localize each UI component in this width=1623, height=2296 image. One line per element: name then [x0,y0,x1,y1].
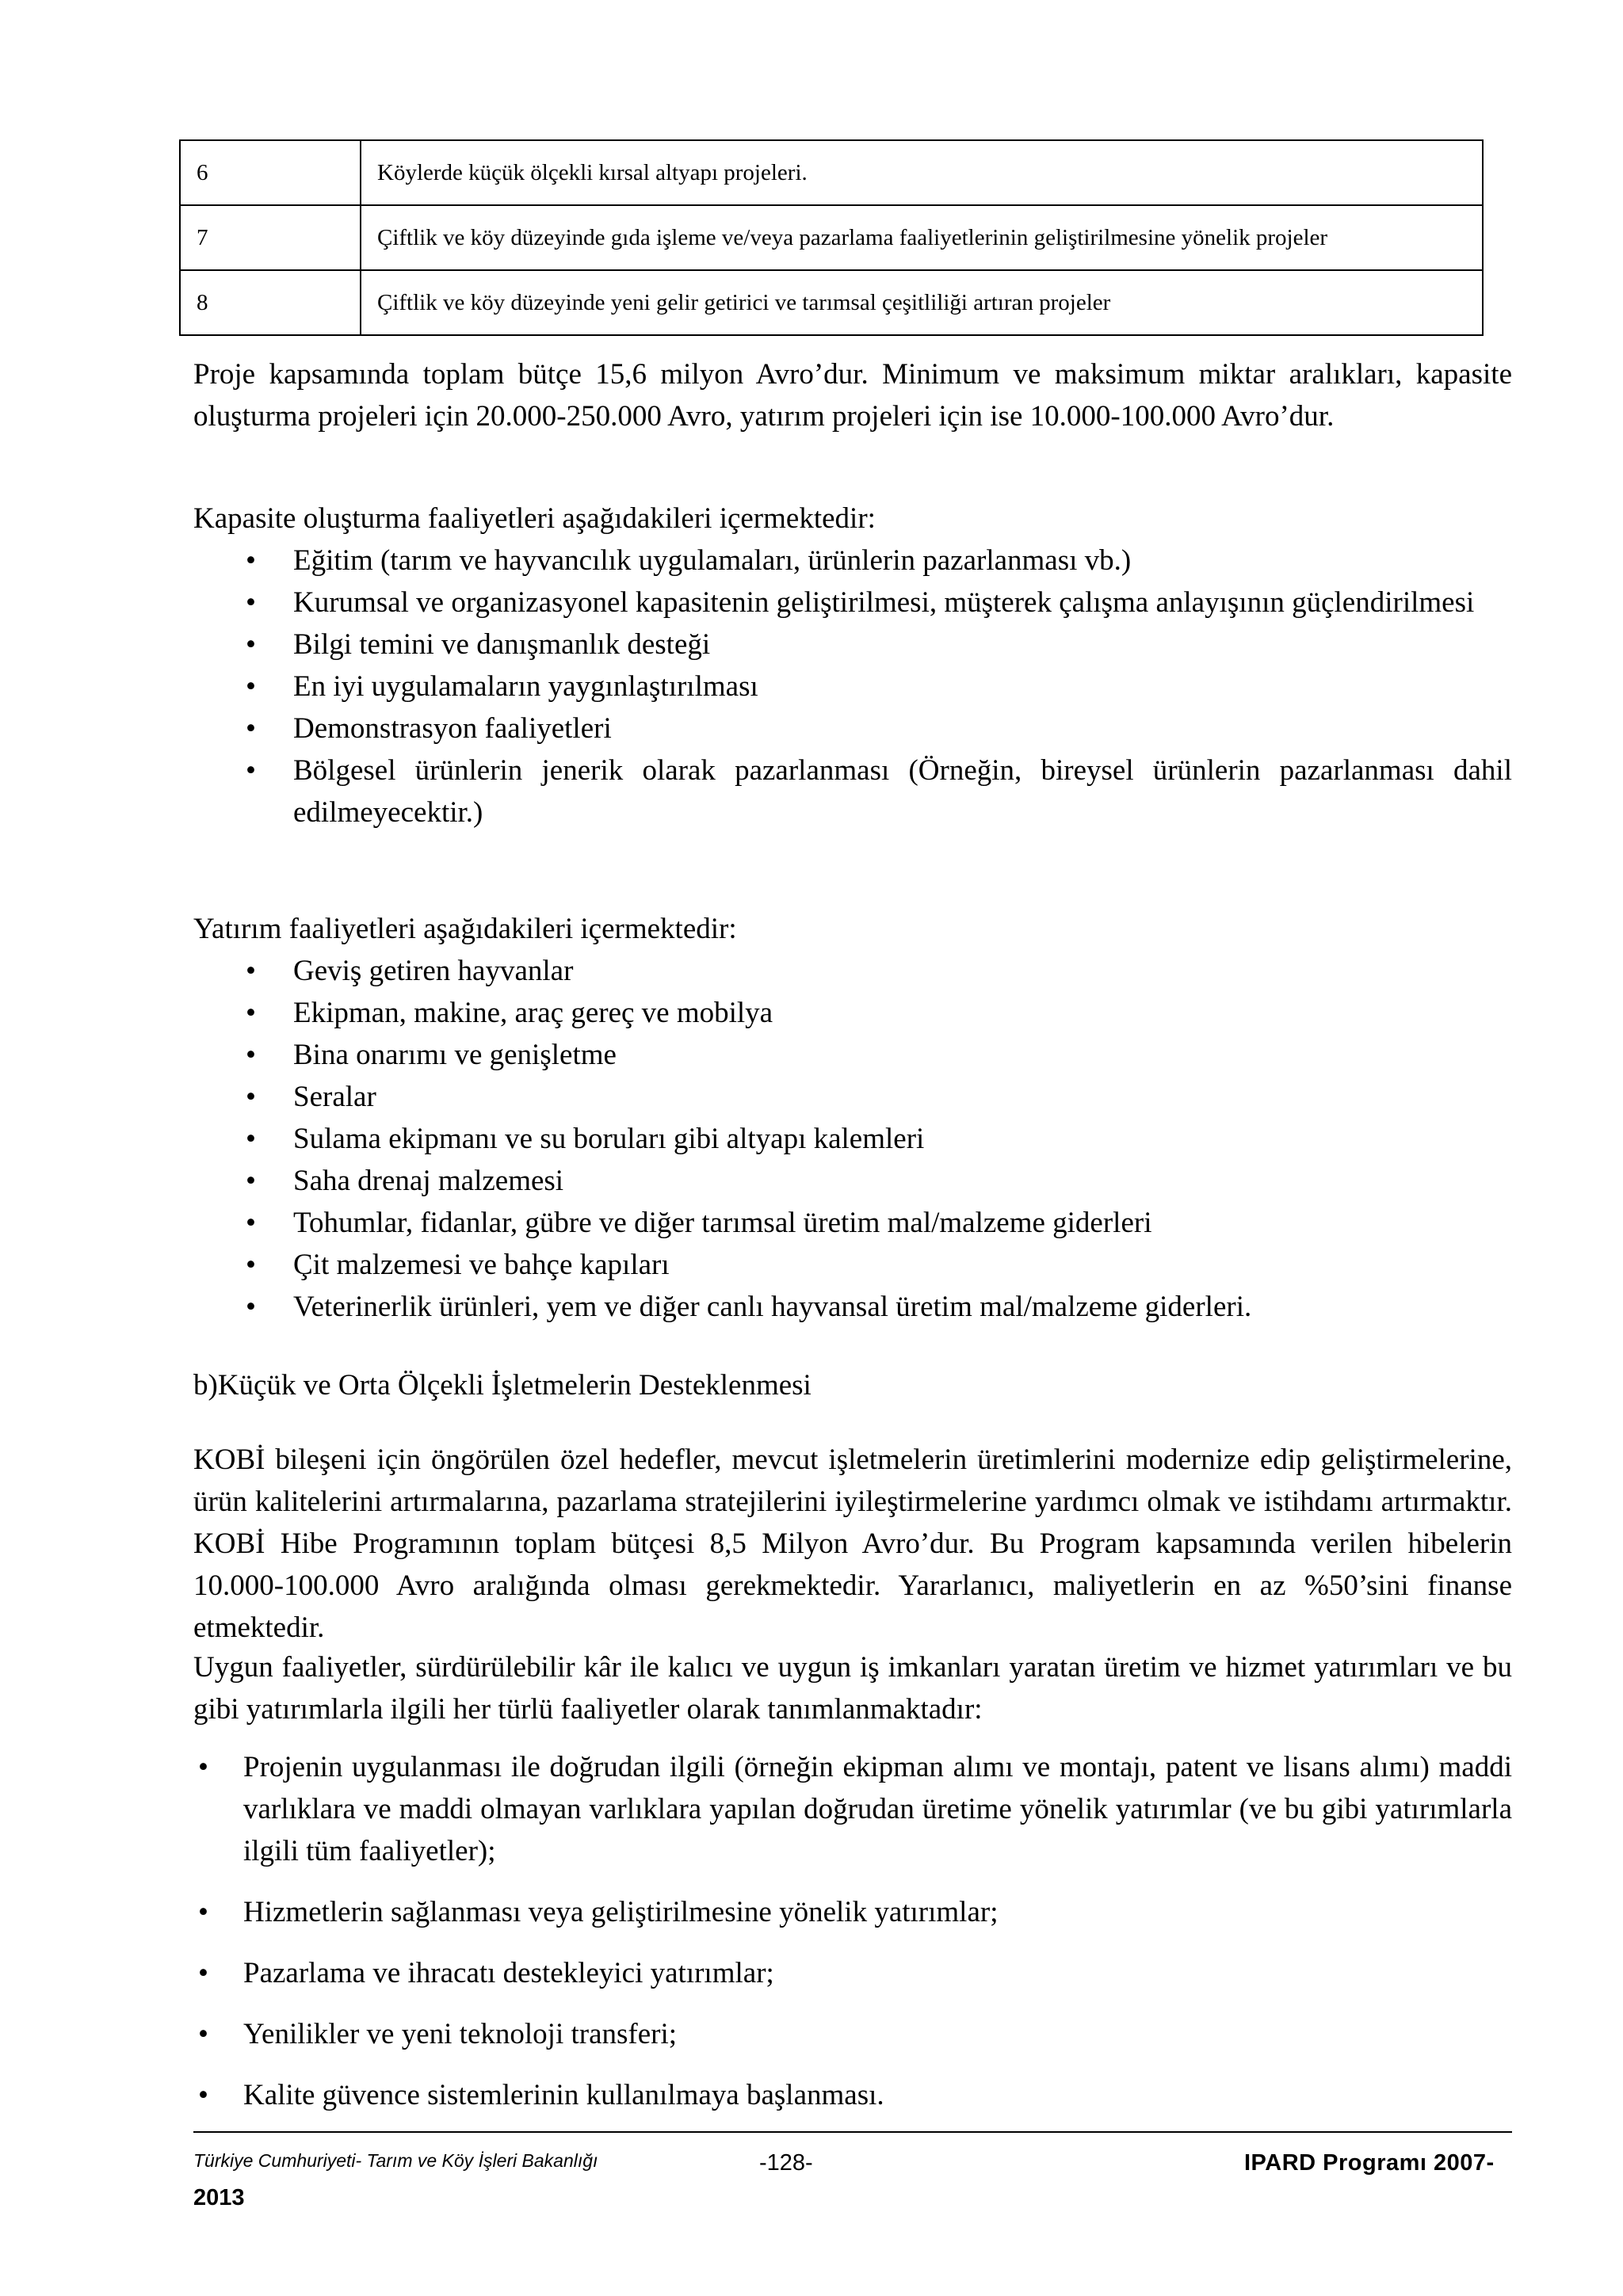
bullet-icon: • [246,712,256,745]
capacity-list [193,540,1512,833]
bullet-icon: • [246,1123,256,1155]
bullet-icon: • [246,1081,256,1113]
bullet-icon: • [246,1165,256,1197]
capacity-section [193,498,1512,833]
list-item: • Bilgi temini ve danışmanlık desteği [193,624,1512,666]
project-types-table [179,139,1484,336]
table-cell-number: 7 [180,205,361,270]
footer-year: 2013 [193,2185,245,2210]
list-item: • Projenin uygulanması ile doğrudan ilgili (örneğin ekipman alımı ve montajı, patent ve lisans alımı) maddi varlıklara ve maddi olmayan varlıklara yapılan doğrudan üretime yönelik yatırımlar (ve bu gibi yatırımlarla ilgili tüm faaliyetler); [193,1746,1512,1872]
sme-heading: b)Küçük ve Orta Ölçekli İşletmelerin Desteklenmesi [193,1369,812,1402]
footer-divider [193,2131,1512,2133]
bullet-icon: • [246,1291,256,1323]
bullet-icon: • [198,2018,208,2050]
bullet-icon: • [246,955,256,987]
list-item: • Pazarlama ve ihracatı destekleyici yatırımlar; [193,1952,1512,1994]
bullet-icon: • [198,2079,208,2111]
footer-ministry: Türkiye Cumhuriyeti- Tarım ve Köy İşleri Bakanlığı [193,2150,598,2171]
list-item: • Kurumsal ve organizasyonel kapasitenin geliştirilmesi, müşterek çalışma anlayışının güçlendirilmesi [193,582,1512,624]
bullet-icon: • [246,1249,256,1281]
bullet-icon: • [246,1039,256,1071]
bullet-icon: • [198,1896,208,1928]
list-item: • Demonstrasyon faaliyetleri [193,707,1512,749]
bullet-icon: • [246,544,256,577]
list-item: • Hizmetlerin sağlanması veya geliştirilmesine yönelik yatırımlar; [193,1891,1512,1933]
list-item: • Saha drenaj malzemesi [193,1160,1512,1202]
list-item: • Seralar [193,1076,1512,1118]
list-item: • Veterinerlik ürünleri, yem ve diğer canlı hayvansal üretim mal/malzeme giderleri. [193,1286,1512,1328]
investment-list [193,950,1512,1328]
table-cell-text: Çiftlik ve köy düzeyinde gıda işleme ve/veya pazarlama faaliyetlerinin geliştirilmesine yönelik projeler [361,205,1483,270]
list-item: • Bölgesel ürünlerin jenerik olarak pazarlanması (Örneğin, bireysel ürünlerin pazarlanması dahil edilmeyecektir.) [193,749,1512,833]
list-item: • En iyi uygulamaların yaygınlaştırılması [193,666,1512,707]
bullet-icon: • [246,628,256,661]
table-cell-number: 8 [180,270,361,335]
sme-activities-list [193,1746,1512,2135]
sme-paragraph-1: KOBİ bileşeni için öngörülen özel hedefler, mevcut işletmelerin üretimlerini modernize edip geliştirmelerine, ürün kalitelerini artırmalarına, pazarlama stratejilerini iyileştirmelerine yardımcı olmak ve istihdamı artırmaktır. KOBİ Hibe Programının toplam bütçesi 8,5 Milyon Avro’dur. Bu Program kapsamında verilen hibelerin 10.000-100.000 Avro aralığında olması gerekmektedir. Yararlanıcı, maliyetlerin en az %50’sini finanse etmektedir. [193,1444,1512,1644]
bullet-icon: • [198,1751,208,1783]
page-number: -128- [759,2150,813,2176]
investment-section [193,908,1512,1328]
bullet-icon: • [246,754,256,787]
list-item: • Çit malzemesi ve bahçe kapıları [193,1244,1512,1286]
table-row [180,205,1483,270]
list-item: • Eğitim (tarım ve hayvancılık uygulamaları, ürünlerin pazarlanması vb.) [193,540,1512,582]
table-cell-text: Köylerde küçük ölçekli kırsal altyapı projeleri. [361,140,1483,205]
bullet-icon: • [246,670,256,703]
bullet-icon: • [246,586,256,619]
list-item: • Bina onarımı ve genişletme [193,1034,1512,1076]
bullet-icon: • [246,997,256,1029]
list-item: • Sulama ekipmanı ve su boruları gibi altyapı kalemleri [193,1118,1512,1160]
capacity-intro: Kapasite oluşturma faaliyetleri aşağıdakileri içermektedir: [193,502,876,535]
budget-paragraph: Proje kapsamında toplam bütçe 15,6 milyon Avro’dur. Minimum ve maksimum miktar aralıkları, kapasite oluşturma projeleri için 20.000-250.000 Avro, yatırım projeleri için ise 10.000-100.000 Avro’dur. [193,358,1512,433]
investment-intro: Yatırım faaliyetleri aşağıdakileri içermektedir: [193,913,737,945]
table-cell-text: Çiftlik ve köy düzeyinde yeni gelir getirici ve tarımsal çeşitliliği artıran projeler [361,270,1483,335]
list-item: • Geviş getiren hayvanlar [193,950,1512,992]
list-item: • Kalite güvence sistemlerinin kullanılmaya başlanması. [193,2074,1512,2116]
table-row [180,270,1483,335]
table-row [180,140,1483,205]
bullet-icon: • [198,1957,208,1989]
bullet-icon: • [246,1207,256,1239]
footer-program: IPARD Programı 2007- [1244,2150,1495,2176]
table-cell-number: 6 [180,140,361,205]
list-item: • Ekipman, makine, araç gereç ve mobilya [193,992,1512,1034]
list-item: • Yenilikler ve yeni teknoloji transferi; [193,2013,1512,2055]
list-item: • Tohumlar, fidanlar, gübre ve diğer tarımsal üretim mal/malzeme giderleri [193,1202,1512,1244]
sme-paragraph-2: Uygun faaliyetler, sürdürülebilir kâr ile kalıcı ve uygun iş imkanları yaratan üretim ve hizmet yatırımları ve bu gibi yatırımlarla ilgili her türlü faaliyetler olarak tanımlanmaktadır: [193,1651,1512,1726]
